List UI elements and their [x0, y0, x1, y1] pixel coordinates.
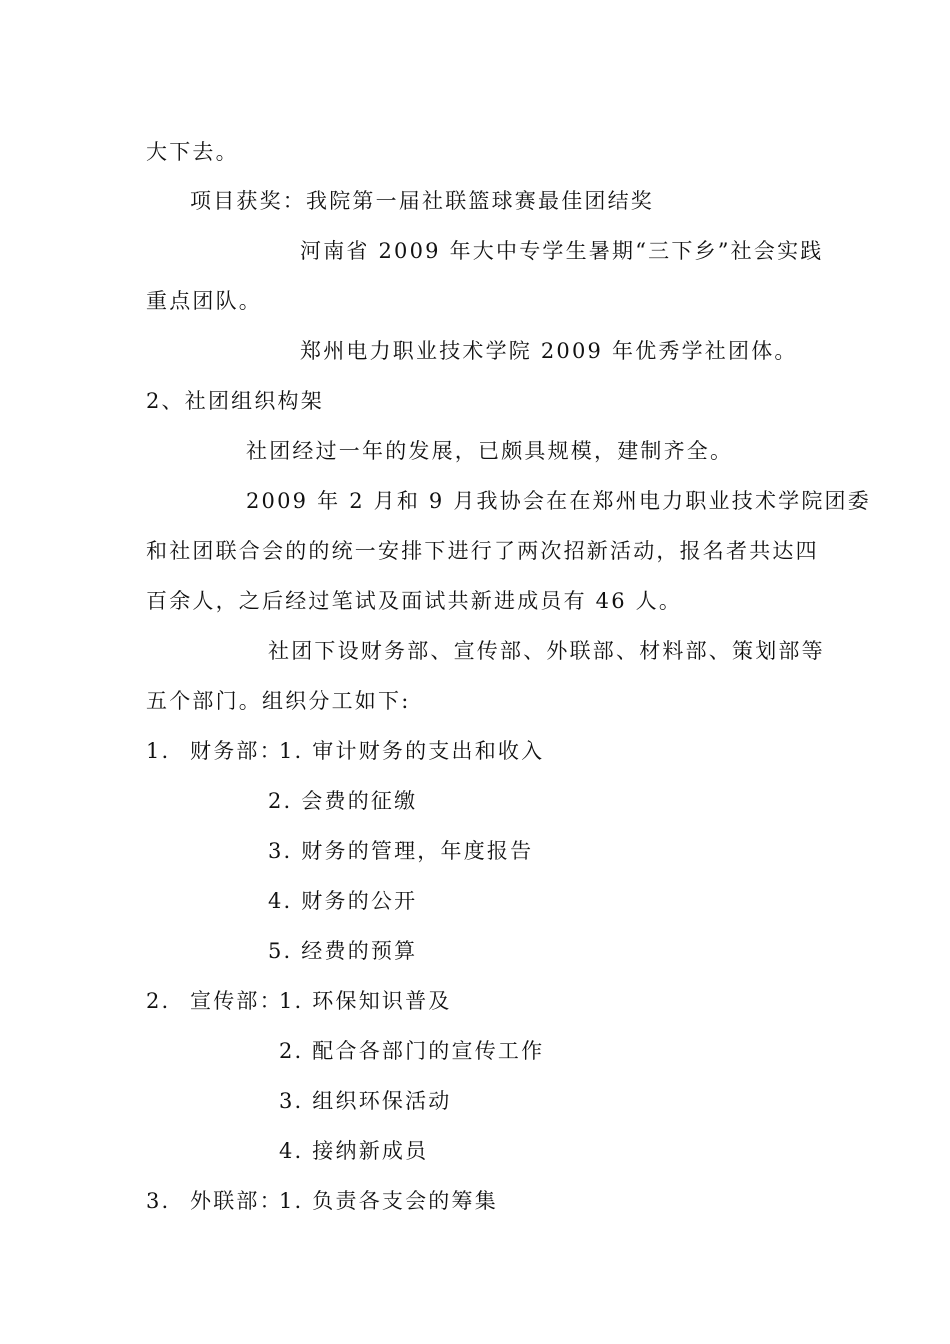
department-number: 2.: [146, 989, 171, 1013]
department-name: 宣传部：: [190, 989, 283, 1013]
paragraph-line: 社团经过一年的发展，已颇具规模，建制齐全。: [246, 439, 734, 463]
paragraph-line: 和社团联合会的的统一安排下进行了两次招新活动，报名者共达四: [146, 539, 819, 563]
department-duty: 4. 财务的公开: [268, 889, 418, 913]
paragraph-line: 百余人，之后经过笔试及面试共新进成员有 46 人。: [146, 589, 683, 613]
section-heading: 2、社团组织构架: [146, 389, 324, 413]
department-duty: 5. 经费的预算: [268, 939, 418, 963]
department-number: 1.: [146, 739, 171, 763]
paragraph-line: 社团下设财务部、宣传部、外联部、材料部、策划部等: [268, 639, 825, 663]
department-name: 财务部：: [190, 739, 283, 763]
award-line: 郑州电力职业技术学院 2009 年优秀学社团体。: [300, 339, 798, 363]
award-line-continued: 重点团队。: [146, 289, 262, 313]
department-duty: 1. 负责各支会的筹集: [279, 1189, 498, 1213]
department-name: 外联部：: [190, 1189, 283, 1213]
department-duty: 1. 环保知识普及: [279, 989, 452, 1013]
paragraph-line: 2009 年 2 月和 9 月我协会在在郑州电力职业技术学院团委: [246, 489, 871, 513]
paragraph-line: 大下去。: [146, 140, 239, 164]
department-duty: 3. 组织环保活动: [279, 1089, 452, 1113]
department-duty: 2. 会费的征缴: [268, 789, 418, 813]
paragraph-line: 五个部门。组织分工如下:: [146, 689, 411, 713]
department-duty: 4. 接纳新成员: [279, 1139, 429, 1163]
department-duty: 1. 审计财务的支出和收入: [279, 739, 545, 763]
awards-heading-line: 项目获奖：我院第一届社联篮球赛最佳团结奖: [190, 189, 654, 213]
department-duty: 3. 财务的管理，年度报告: [268, 839, 534, 863]
award-line: 河南省 2009 年大中专学生暑期“三下乡”社会实践: [300, 239, 824, 263]
department-duty: 2. 配合各部门的宣传工作: [279, 1039, 545, 1063]
department-number: 3.: [146, 1189, 171, 1213]
